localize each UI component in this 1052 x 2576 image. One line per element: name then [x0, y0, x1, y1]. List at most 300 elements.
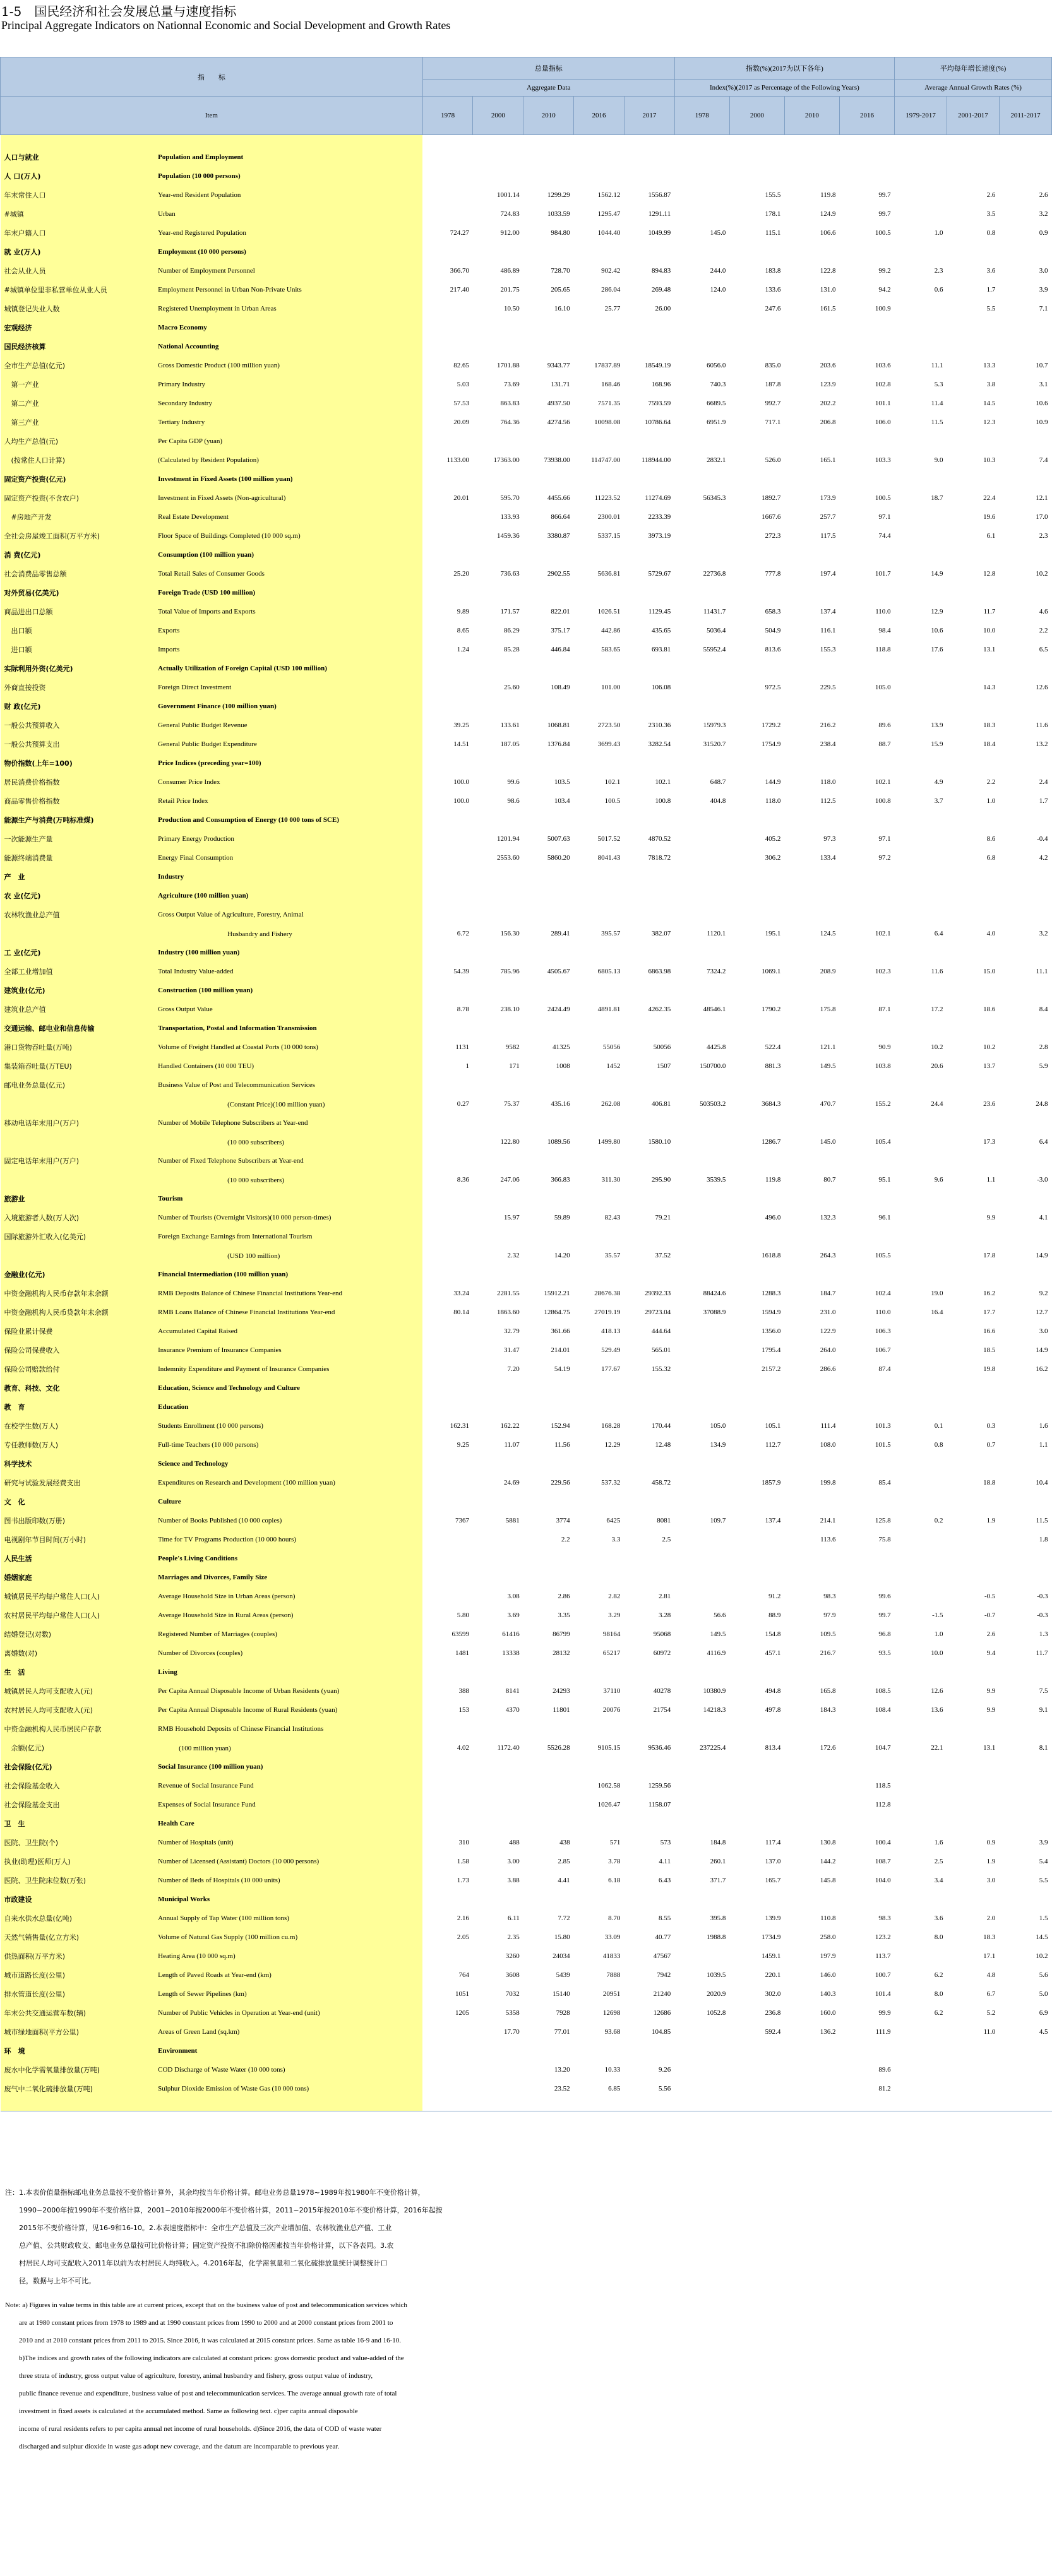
cell-value: 257.7	[820, 513, 836, 521]
cell-value: 184.8	[710, 1839, 726, 1846]
cell-value: 371.7	[710, 1877, 726, 1884]
row-label-en: Registered Unemployment in Urban Areas	[154, 299, 422, 318]
cell-value: 19.0	[931, 1290, 943, 1297]
cell-value	[895, 1265, 947, 1284]
cell-value	[999, 545, 1051, 564]
cell-value: 458.72	[651, 1479, 671, 1487]
cell-value: 25.60	[504, 684, 520, 691]
cell-value: 2.35	[507, 1933, 520, 1941]
cell-value: 106.0	[875, 418, 891, 426]
cell-value: 2723.50	[597, 721, 621, 729]
cell-value	[523, 810, 574, 829]
cell-value: 124.5	[820, 930, 836, 937]
cell-value: 55952.4	[703, 646, 726, 653]
table-row	[1, 1587, 1052, 1606]
cell-value	[839, 545, 894, 564]
cell-value: 5.3	[934, 381, 943, 388]
cell-value	[999, 2079, 1051, 2098]
table-row	[1, 1416, 1052, 1435]
cell-value	[674, 1341, 729, 1360]
cell-value	[729, 1795, 784, 1814]
cell-value	[947, 659, 999, 678]
cell-value: 106.3	[875, 1327, 891, 1335]
cell-value: 133.93	[500, 513, 520, 521]
table-row	[1, 1549, 1052, 1568]
cell-value: 117.5	[820, 532, 836, 540]
header-aggregate-cn: 总量指标	[422, 57, 674, 80]
cell-value: 522.4	[765, 1043, 781, 1051]
cell-value: 101.5	[875, 1441, 891, 1449]
cell-value	[784, 545, 839, 564]
cell-value	[674, 1208, 729, 1227]
cell-value	[784, 1113, 839, 1132]
cell-value: 98.3	[878, 1914, 891, 1922]
cell-value	[729, 583, 784, 602]
row-label-en: Floor Space of Buildings Completed (10 000 sq.m)	[154, 526, 422, 545]
cell-value	[999, 337, 1051, 356]
cell-value: 1049.99	[648, 229, 671, 237]
cell-value: 0.9	[986, 1839, 996, 1846]
cell-value	[523, 1719, 574, 1738]
cell-value	[674, 1398, 729, 1416]
cell-value	[784, 318, 839, 337]
cell-value	[729, 318, 784, 337]
cell-value: 236.8	[765, 2009, 781, 2017]
cell-value: 2.0	[986, 1914, 996, 1922]
cell-value: 3.6	[986, 267, 996, 275]
table-row	[1, 1985, 1052, 2003]
cell-value	[839, 867, 894, 886]
cell-value	[947, 148, 999, 167]
note-line-cn: 径，数据与上年不可比。	[5, 2277, 95, 2285]
cell-value: 10.7	[1036, 362, 1048, 369]
row-label-en: Year-end Registered Population	[154, 223, 422, 242]
cell-value	[574, 337, 625, 356]
cell-value: 1754.9	[762, 740, 781, 748]
cell-value: 785.96	[500, 968, 520, 975]
cell-value	[784, 167, 839, 186]
cell-value	[947, 943, 999, 962]
cell-value: 1062.58	[597, 1782, 621, 1790]
cell-value	[729, 2079, 784, 2098]
cell-value	[784, 470, 839, 489]
cell-value: 31.47	[504, 1346, 520, 1354]
cell-value: 595.70	[500, 494, 520, 502]
cell-value: -0.3	[1037, 1593, 1048, 1600]
cell-value: 10.2	[1036, 1952, 1048, 1960]
cell-value	[674, 1795, 729, 1814]
row-label-en: Price Indices (preceding year=100)	[154, 754, 422, 773]
cell-value: 216.2	[820, 721, 836, 729]
header-year-aggregate: 2010	[523, 97, 574, 135]
cell-value	[624, 905, 674, 924]
header-year-index: 2010	[784, 97, 839, 135]
note-line-en: income of rural residents refers to per capita annual net income of rural households. d)Since 2016, the data of COD of waste water	[5, 2425, 382, 2433]
cell-value: 5017.52	[597, 835, 621, 843]
cell-value	[422, 545, 473, 564]
cell-value: 54.19	[554, 1365, 570, 1373]
cell-value	[784, 242, 839, 261]
cell-value: 172.6	[820, 1744, 836, 1752]
table-row	[1, 470, 1052, 489]
cell-value	[523, 1814, 574, 1833]
cell-value: 102.1	[655, 778, 671, 786]
cell-value: 99.7	[878, 1611, 891, 1619]
cell-value: 442.86	[601, 627, 621, 634]
cell-value: 740.3	[710, 381, 726, 388]
cell-value	[523, 1398, 574, 1416]
row-label-cn: 卫 生	[1, 1814, 155, 1833]
cell-value: 2.2	[561, 1536, 570, 1543]
cell-value	[422, 1587, 473, 1606]
cell-value: 15912.21	[544, 1290, 570, 1297]
cell-value	[473, 318, 523, 337]
cell-value: 10.3	[983, 456, 996, 464]
cell-value: 100.5	[875, 494, 891, 502]
cell-value: 15.80	[554, 1933, 570, 1941]
cell-value	[674, 470, 729, 489]
cell-value	[422, 1568, 473, 1587]
cell-value	[624, 1379, 674, 1398]
cell-value	[895, 1246, 947, 1265]
cell-value	[947, 167, 999, 186]
cell-value	[999, 1890, 1051, 1909]
cell-value: 6689.5	[707, 400, 726, 407]
cell-value	[947, 583, 999, 602]
cell-value: 1044.40	[597, 229, 621, 237]
cell-value: 17837.89	[594, 362, 621, 369]
cell-value: 592.4	[765, 2028, 781, 2036]
cell-value: 6.2	[934, 1971, 943, 1979]
cell-value: 98164	[602, 1630, 621, 1638]
table-row	[1, 1435, 1052, 1454]
cell-value	[674, 507, 729, 526]
cell-value	[729, 2060, 784, 2079]
cell-value: 3.08	[507, 1593, 520, 1600]
cell-value: 85.28	[504, 646, 520, 653]
row-label-cn: 产 业	[1, 867, 155, 886]
row-label-cn: 商品零售价格指数	[1, 792, 155, 810]
cell-value	[784, 1019, 839, 1038]
header-growth-cn: 平均每年增长速度(%)	[895, 57, 1052, 80]
cell-value: 105.4	[875, 1138, 891, 1146]
cell-value: 14.3	[983, 684, 996, 691]
cell-value	[784, 1795, 839, 1814]
cell-value: 80.14	[453, 1309, 469, 1316]
cell-value	[473, 432, 523, 451]
table-row	[1, 1644, 1052, 1663]
cell-value	[999, 1776, 1051, 1795]
cell-value	[523, 545, 574, 564]
cell-value: 3774	[556, 1517, 570, 1524]
cell-value: 1291.11	[648, 210, 671, 218]
cell-value: 178.1	[765, 210, 781, 218]
row-label-en: Students Enrollment (10 000 persons)	[154, 1416, 422, 1435]
cell-value: 14.5	[1036, 1933, 1048, 1941]
cell-value: 262.08	[601, 1100, 621, 1108]
cell-value	[674, 1492, 729, 1511]
cell-value	[839, 1568, 894, 1587]
cell-value	[473, 2041, 523, 2060]
cell-value: 5.6	[1039, 1971, 1048, 1979]
table-row	[1, 135, 1052, 148]
cell-value: 103.3	[875, 456, 891, 464]
cell-value: 231.0	[820, 1309, 836, 1316]
cell-value: 8.4	[1039, 1006, 1048, 1013]
notes-en	[5, 2296, 1041, 2455]
cell-value: 100.0	[453, 778, 469, 786]
cell-value: 73.69	[504, 381, 520, 388]
table-row	[1, 1227, 1052, 1246]
cell-value: 5.5	[1039, 1877, 1048, 1884]
cell-value: 12686	[653, 2009, 671, 2017]
cell-value: 109.5	[820, 1630, 836, 1638]
cell-value	[839, 1663, 894, 1682]
cell-value: 3.0	[1039, 1327, 1048, 1335]
cell-value: 5881	[505, 1517, 520, 1524]
row-label-cn: 废气中二氧化硫排放量(万吨)	[1, 2079, 155, 2098]
cell-value: 11.1	[931, 362, 943, 369]
cell-value	[574, 1492, 625, 1511]
table-row	[1, 1379, 1052, 1398]
cell-value	[422, 242, 473, 261]
cell-value	[999, 318, 1051, 337]
table-row	[1, 924, 1052, 943]
cell-value	[473, 148, 523, 167]
cell-value: 1133.00	[446, 456, 469, 464]
cell-value: 17.70	[504, 2028, 520, 2036]
cell-value	[729, 148, 784, 167]
cell-value	[895, 1568, 947, 1587]
table-row	[1, 413, 1052, 432]
cell-value: 155.5	[765, 191, 781, 199]
cell-value: 168.96	[651, 381, 671, 388]
cell-value: 25.77	[604, 305, 621, 312]
cell-value	[674, 848, 729, 867]
cell-value: 102.8	[875, 381, 891, 388]
cell-value	[895, 186, 947, 205]
cell-value	[574, 867, 625, 886]
cell-value: 404.8	[710, 797, 726, 805]
table-row	[1, 1132, 1052, 1151]
cell-value	[473, 1549, 523, 1568]
cell-value	[674, 186, 729, 205]
note-line-cn: 2015年不变价格计算，见16-9和16-10。2.本表速度指标中：全市生产总值及三次产业增加值、农林牧渔业总产值、工业	[5, 2224, 392, 2232]
cell-value: 108.0	[820, 1441, 836, 1449]
cell-value	[784, 1568, 839, 1587]
cell-value: 496.0	[765, 1214, 781, 1221]
cell-value	[999, 1719, 1051, 1738]
cell-value: 100.8	[655, 797, 671, 805]
cell-value: 5.56	[658, 2085, 671, 2092]
table-row	[1, 1701, 1052, 1719]
cell-value: 88.7	[878, 740, 891, 748]
row-label-cn: 年末户籍人口	[1, 223, 155, 242]
cell-value: 35.57	[604, 1252, 621, 1259]
cell-value: 10.4	[1036, 1479, 1048, 1487]
cell-value	[999, 1757, 1051, 1776]
cell-value: 1.0	[934, 229, 943, 237]
row-label-en: Total Retail Sales of Consumer Goods	[154, 564, 422, 583]
cell-value: 90.9	[878, 1043, 891, 1051]
cell-value: 9.9	[986, 1706, 996, 1714]
cell-value	[947, 1530, 999, 1549]
cell-value	[895, 318, 947, 337]
cell-value: 165.8	[820, 1687, 836, 1695]
cell-value	[674, 545, 729, 564]
row-label-cn: 环 境	[1, 2041, 155, 2060]
row-label-en: COD Discharge of Waste Water (10 000 tons)	[154, 2060, 422, 2079]
cell-value: 972.5	[765, 684, 781, 691]
cell-value	[523, 1265, 574, 1284]
cell-value	[574, 1189, 625, 1208]
header-item-en: Item	[1, 97, 423, 135]
cell-value	[729, 943, 784, 962]
cell-value: 98.6	[507, 797, 520, 805]
cell-value: 106.7	[875, 1346, 891, 1354]
cell-value	[839, 1549, 894, 1568]
cell-value: 4370	[505, 1706, 520, 1714]
note-line-en: Note: a) Figures in value terms in this table are at current prices, except that on the business value of post and telecommunication services which	[5, 2301, 407, 2309]
cell-value	[895, 1113, 947, 1132]
cell-value: 187.8	[765, 381, 781, 388]
cell-value	[574, 1019, 625, 1038]
cell-value: 103.6	[875, 362, 891, 369]
cell-value	[473, 1398, 523, 1416]
cell-value: 777.8	[765, 570, 781, 578]
row-label-cn: 保险业累计保费	[1, 1322, 155, 1341]
cell-value	[473, 1151, 523, 1170]
cell-value: 20.6	[931, 1062, 943, 1070]
cell-value	[473, 583, 523, 602]
cell-value	[674, 337, 729, 356]
cell-value: 32.79	[504, 1327, 520, 1335]
note-line-en: discharged and sulphur dioxide in waste gas adopt new coverage, and the datum are incomparable to previous year.	[5, 2443, 340, 2450]
cell-value: 4870.52	[648, 835, 671, 843]
table-row	[1, 1284, 1052, 1303]
cell-value: 863.83	[500, 400, 520, 407]
cell-value: 1562.12	[597, 191, 621, 199]
cell-value	[674, 1265, 729, 1284]
cell-value: 488	[509, 1839, 520, 1846]
cell-value	[422, 1379, 473, 1398]
cell-value	[422, 1246, 473, 1265]
cell-value: 388	[458, 1687, 469, 1695]
cell-value: 286.6	[820, 1365, 836, 1373]
cell-value	[523, 1189, 574, 1208]
cell-value: 2.8	[1039, 1043, 1048, 1051]
cell-value	[674, 526, 729, 545]
cell-value: 3.29	[608, 1611, 621, 1619]
table-row	[1, 223, 1052, 242]
row-label-en: Business Value of Post and Telecommunication Services	[154, 1076, 422, 1095]
cell-value	[999, 432, 1051, 451]
cell-value	[624, 1719, 674, 1738]
cell-value: 108.49	[551, 684, 570, 691]
cell-value	[947, 337, 999, 356]
cell-value	[839, 1814, 894, 1833]
cell-value: 4505.67	[547, 968, 570, 975]
cell-value	[839, 1265, 894, 1284]
cell-value: 7888	[606, 1971, 621, 1979]
cell-value	[895, 432, 947, 451]
cell-value: 13.3	[983, 362, 996, 369]
cell-value	[473, 470, 523, 489]
cell-value: 216.7	[820, 1649, 836, 1657]
cell-value: 33.09	[604, 1933, 621, 1941]
cell-value: 98.3	[823, 1593, 836, 1600]
row-label-cn: 一般公共预算支出	[1, 735, 155, 754]
header-year-aggregate: 2016	[574, 97, 625, 135]
cell-value: 2.82	[608, 1593, 621, 1600]
cell-value	[999, 1398, 1051, 1416]
cell-value: 1594.9	[762, 1309, 781, 1316]
row-label-en: Gross Output Value	[154, 1000, 422, 1019]
cell-value	[947, 545, 999, 564]
cell-value	[839, 1113, 894, 1132]
cell-value	[473, 697, 523, 716]
cell-value: -0.5	[984, 1593, 996, 1600]
cell-value	[422, 2079, 473, 2098]
cell-value: 10.0	[931, 1649, 943, 1657]
cell-value: 111.9	[875, 2028, 891, 2036]
cell-value: -0.7	[984, 1611, 996, 1619]
cell-value	[895, 2041, 947, 2060]
cell-value	[674, 981, 729, 1000]
cell-value	[729, 167, 784, 186]
cell-value: 7.1	[1039, 305, 1048, 312]
cell-value: 7.5	[1039, 1687, 1048, 1695]
table-row	[1, 905, 1052, 924]
row-label-cn: 专任教师数(万人)	[1, 1435, 155, 1454]
table-row	[1, 1322, 1052, 1341]
cell-value: 108.4	[875, 1706, 891, 1714]
cell-value	[473, 1757, 523, 1776]
cell-value	[674, 1473, 729, 1492]
cell-value: 1026.51	[597, 608, 621, 615]
cell-value: 813.4	[765, 1744, 781, 1752]
row-label-en: (Calculated by Resident Population)	[154, 451, 422, 470]
cell-value: 10.9	[1036, 418, 1048, 426]
cell-value: 3.6	[934, 1914, 943, 1922]
cell-value	[422, 1814, 473, 1833]
cell-value	[895, 829, 947, 848]
cell-value	[839, 754, 894, 773]
cell-value: 2.6	[986, 191, 996, 199]
cell-value: 4937.50	[547, 400, 570, 407]
cell-value: 6.4	[1039, 1138, 1048, 1146]
cell-value	[999, 1549, 1051, 1568]
row-label-cn: 排水管道长度(公里)	[1, 1985, 155, 2003]
row-label-cn: 教 育	[1, 1398, 155, 1416]
cell-value: 12.8	[983, 570, 996, 578]
cell-value: 173.9	[820, 494, 836, 502]
row-label-cn: 人 口(万人)	[1, 167, 155, 186]
row-label-cn: 固定电话年末用户(万户)	[1, 1151, 155, 1170]
cell-value: 17.1	[983, 1952, 996, 1960]
cell-value	[839, 1492, 894, 1511]
row-label-en: Year-end Resident Population	[154, 186, 422, 205]
row-label-cn: 金融业(亿元)	[1, 1265, 155, 1284]
cell-value: 24.69	[504, 1479, 520, 1487]
cell-value: 102.3	[875, 968, 891, 975]
cell-value: 8041.43	[597, 854, 621, 862]
row-label-en: Foreign Direct Investment	[154, 678, 422, 697]
table-row	[1, 2003, 1052, 2022]
cell-value	[624, 1019, 674, 1038]
cell-value: 2.86	[558, 1593, 570, 1600]
cell-value	[729, 1530, 784, 1549]
